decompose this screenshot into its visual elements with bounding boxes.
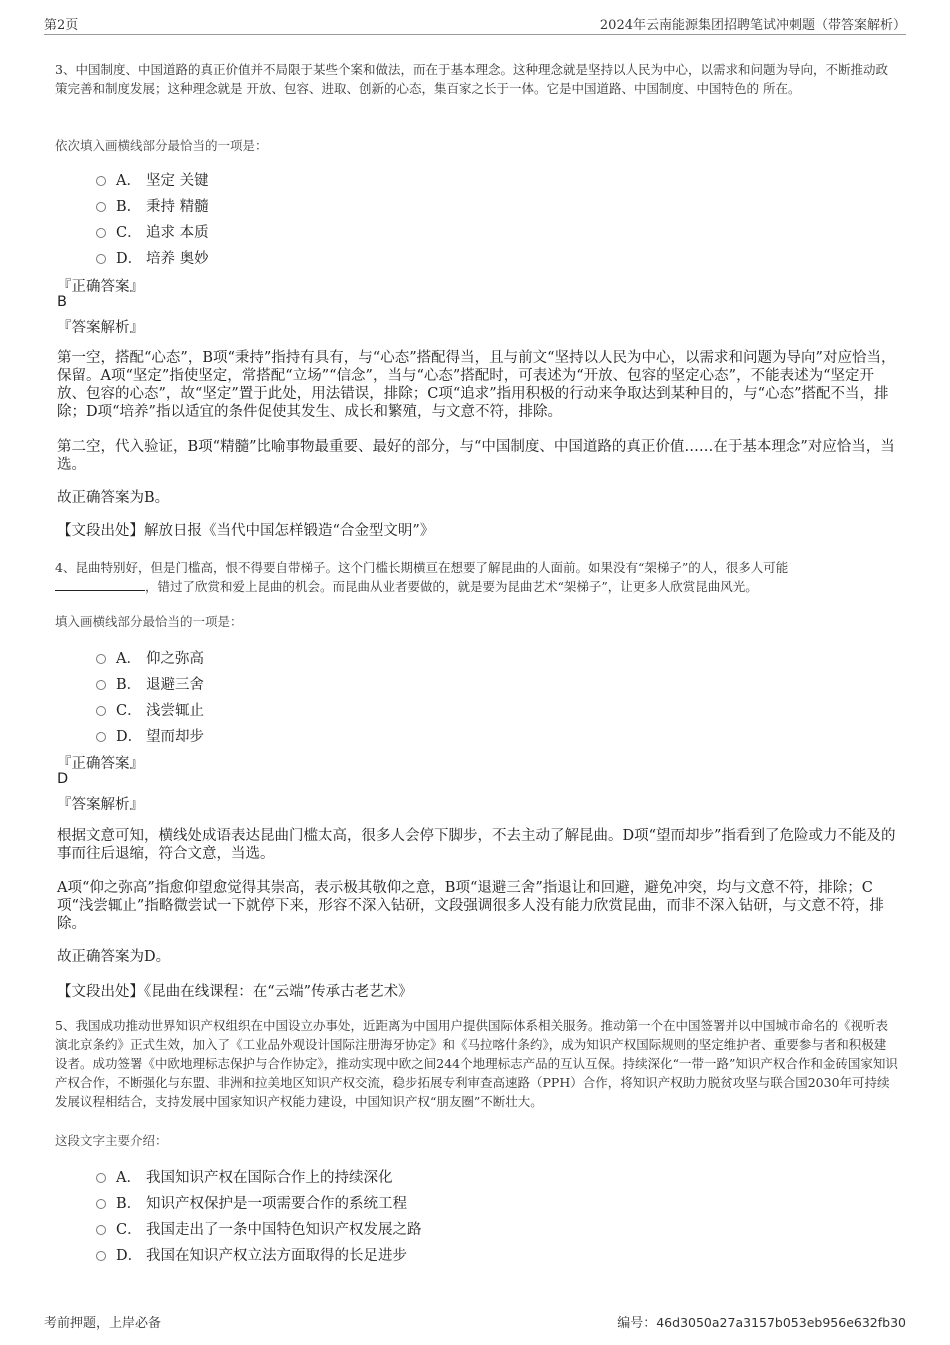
- analysis-paragraph: A项“仰之弥高”指愈仰望愈觉得其崇高，表示极其敬仰之意，B项“退避三舍”指退让和回避，避免冲突，均与文意不符，排除；C项“浅尝辄止”指略微尝试一下就停下来，形容不深入钻研，文段强调很多人没有能力欣赏昆曲，而非不深入钻研，与文意不符，排除。: [57, 880, 884, 932]
- question-4-stem: 4、昆曲特别好，但是门槛高，恨不得要自带梯子。这个门槛长期横亘在想要了解昆曲的人面前。如果没有“架梯子”的人，很多人可能 ，错过了欣赏和爱上昆曲的机会。而昆曲从业者要做的，就是要为昆曲艺术“架梯子”，让更多人欣赏昆曲风光。: [55, 560, 789, 594]
- analysis-conclusion: 故正确答案为B。: [57, 490, 170, 506]
- radio-icon[interactable]: [96, 202, 106, 212]
- analysis-paragraph: 第一空，搭配“心态”，B项“秉持”指持有具有，与“心态”搭配得当，且与前文“坚持以人民为中心，以需求和问题为导向”对应恰当，保留。A项“坚定”指使坚定，常搭配“立场”“信念”，当与“心态”搭配时，可表述为“开放、包容的坚定心态”，不能表述为“坚定开放、包容的心态”，故“坚定”置于此处，用法错误，排除；C项“追求”指用积极的行动来争取达到某种目的，与“心态”搭配不当，排除；D项“培养”指以适宜的条件促使其发生、成长和繁殖，与文意不符，排除。: [57, 350, 896, 420]
- document-title: 2024年云南能源集团招聘笔试冲刺题（带答案解析）: [599, 18, 906, 33]
- radio-icon[interactable]: [96, 732, 106, 742]
- radio-icon[interactable]: [96, 706, 106, 716]
- option-d[interactable]: D． 我国在知识产权立法方面取得的长足进步: [96, 1241, 422, 1267]
- option-b[interactable]: B． 知识产权保护是一项需要合作的系统工程: [96, 1189, 422, 1215]
- page-header: [44, 12, 906, 35]
- option-c[interactable]: C． 浅尝辄止: [96, 696, 204, 722]
- radio-icon[interactable]: [96, 1199, 106, 1209]
- analysis-label: 『答案解析』: [57, 797, 144, 813]
- option-b[interactable]: B． 秉持 精髓: [96, 192, 209, 218]
- analysis-paragraph: 第二空，代入验证，B项“精髓”比喻事物最重要、最好的部分，与“中国制度、中国道路的真正价值……在于基本理念”对应恰当，当选。: [57, 439, 895, 473]
- radio-icon[interactable]: [96, 1225, 106, 1235]
- analysis-conclusion: 故正确答案为D。: [57, 949, 171, 965]
- radio-icon[interactable]: [96, 176, 106, 186]
- footer-slogan: 考前押题，上岸必备: [44, 1316, 162, 1331]
- radio-icon[interactable]: [96, 680, 106, 690]
- option-d[interactable]: D． 望而却步: [96, 722, 204, 748]
- correct-answer: D: [57, 771, 69, 787]
- page-footer: [44, 1312, 906, 1332]
- radio-icon[interactable]: [96, 654, 106, 664]
- question-3-stem: 3、中国制度、中国道路的真正价值并不局限于某些个案和做法，而在于基本理念。这种理念就是坚持以人民为中心，以需求和问题为导向，不断推动政策完善和制度发展；这种理念就是 开放、包容、进取、创新的心态，集百家之长于一体。它是中国道路、中国制度、中国特色的 所在。: [55, 62, 888, 96]
- question-5-prompt: 这段文字主要介绍：: [55, 1133, 168, 1148]
- question-3-prompt: 依次填入画横线部分最恰当的一项是：: [55, 138, 268, 153]
- fill-blank: [55, 578, 145, 591]
- option-b[interactable]: B． 退避三舍: [96, 670, 204, 696]
- radio-icon[interactable]: [96, 228, 106, 238]
- answer-label: 『正确答案』: [57, 279, 144, 295]
- answer-label: 『正确答案』: [57, 756, 144, 772]
- question-4-options: [96, 644, 204, 748]
- analysis-label: 『答案解析』: [57, 320, 144, 336]
- option-c[interactable]: C． 追求 本质: [96, 218, 209, 244]
- source-citation: 【文段出处】《昆曲在线课程：在“云端”传承古老艺术》: [57, 984, 413, 1000]
- analysis-paragraph: 根据文意可知，横线处成语表达昆曲门槛太高，很多人会停下脚步，不去主动了解昆曲。D项“望而却步”指看到了危险或力不能及的事而往后退缩，符合文意，当选。: [57, 828, 896, 862]
- correct-answer: B: [57, 294, 67, 310]
- radio-icon[interactable]: [96, 254, 106, 264]
- option-c[interactable]: C． 我国走出了一条中国特色知识产权发展之路: [96, 1215, 422, 1241]
- source-citation: 【文段出处】解放日报《当代中国怎样锻造“合金型文明”》: [57, 523, 435, 539]
- question-4-prompt: 填入画横线部分最恰当的一项是：: [55, 614, 243, 629]
- option-a[interactable]: A． 坚定 关键: [96, 166, 209, 192]
- radio-icon[interactable]: [96, 1173, 106, 1183]
- question-3-options: [96, 166, 209, 270]
- option-a[interactable]: A． 我国知识产权在国际合作上的持续深化: [96, 1163, 422, 1189]
- radio-icon[interactable]: [96, 1251, 106, 1261]
- option-d[interactable]: D． 培养 奥妙: [96, 244, 209, 270]
- question-5-stem: 5、我国成功推动世界知识产权组织在中国设立办事处，近距离为中国用户提供国际体系相关服务。推动第一个在中国签署并以中国城市命名的《视听表演北京条约》正式生效，加入了《工业品外观设计国际注册海牙协定》和《马拉喀什条约》，成为知识产权国际规则的坚定维护者、重要参与者和积极建设者。成功签署《中欧地理标志保护与合作协定》，推动实现中欧之间244个地理标志产品的互认互保。持续深化“一带一路”知识产权合作和金砖国家知识产权合作，不断强化与东盟、非洲和拉美地区知识产权交流，稳步拓展专利审查高速路（PPH）合作，将知识产权助力脱贫攻坚与联合国2030年可持续发展议程相结合，支持发展中国家知识产权能力建设，中国知识产权“朋友圈”不断壮大。: [55, 1018, 898, 1109]
- option-a[interactable]: A． 仰之弥高: [96, 644, 204, 670]
- question-5-options: [96, 1163, 422, 1267]
- document-code: 编号：46d3050a27a3157b053eb956e632fb30: [617, 1315, 906, 1331]
- page-number: 第2页: [44, 18, 79, 33]
